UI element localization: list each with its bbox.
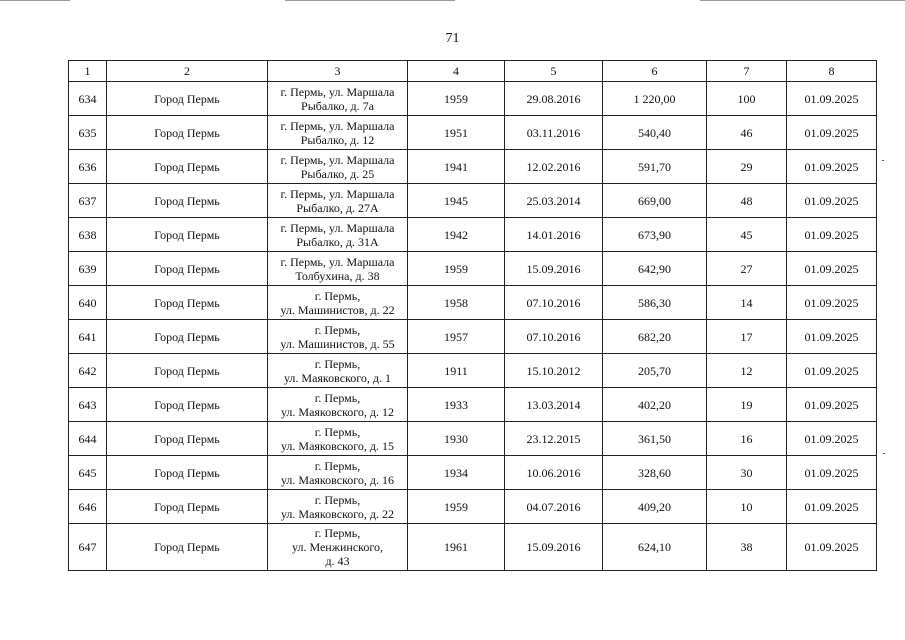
address-line: г. Пермь, <box>314 492 361 507</box>
cell-date: 07.10.2016 <box>505 320 603 354</box>
cell-year: 1911 <box>408 354 505 388</box>
cell-address <box>268 252 408 286</box>
cell-address <box>268 82 408 116</box>
table-body <box>69 82 877 571</box>
address-line: г. Пермь, <box>314 526 361 540</box>
cell-address <box>268 286 408 320</box>
cell-row-number: 640 <box>69 286 107 320</box>
cell-due-date: 01.09.2025 <box>787 286 877 320</box>
cell-count: 48 <box>707 184 787 218</box>
cell-row-number: 647 <box>69 524 107 571</box>
address-line: Рыбалко, д. 12 <box>300 132 375 147</box>
address-line: г. Пермь, ул. Маршала <box>280 220 395 235</box>
address-line: ул. Менжинского, <box>291 540 384 554</box>
cell-due-date: 01.09.2025 <box>787 150 877 184</box>
cell-year: 1958 <box>408 286 505 320</box>
cell-address <box>268 456 408 490</box>
cell-row-number: 646 <box>69 490 107 524</box>
cell-year: 1959 <box>408 82 505 116</box>
cell-due-date: 01.09.2025 <box>787 490 877 524</box>
cell-date: 25.03.2014 <box>505 184 603 218</box>
cell-date: 29.08.2016 <box>505 82 603 116</box>
cell-count: 12 <box>707 354 787 388</box>
cell-municipality: Город Пермь <box>107 82 268 116</box>
table-row <box>69 150 877 184</box>
cell-row-number: 645 <box>69 456 107 490</box>
cell-row-number: 637 <box>69 184 107 218</box>
column-header: 4 <box>408 61 505 82</box>
address-line: г. Пермь, <box>314 322 361 337</box>
cell-area: 673,90 <box>603 218 707 252</box>
table-row <box>69 524 877 571</box>
cell-date: 12.02.2016 <box>505 150 603 184</box>
cell-date: 15.09.2016 <box>505 524 603 571</box>
cell-year: 1930 <box>408 422 505 456</box>
cell-due-date: 01.09.2025 <box>787 82 877 116</box>
cell-date: 15.10.2012 <box>505 354 603 388</box>
cell-address <box>268 388 408 422</box>
cell-date: 04.07.2016 <box>505 490 603 524</box>
cell-area: 591,70 <box>603 150 707 184</box>
cell-municipality: Город Пермь <box>107 218 268 252</box>
cell-count: 45 <box>707 218 787 252</box>
cell-date: 23.12.2015 <box>505 422 603 456</box>
cell-count: 19 <box>707 388 787 422</box>
address-line: г. Пермь, ул. Маршала <box>280 152 395 167</box>
cell-address <box>268 490 408 524</box>
cell-municipality: Город Пермь <box>107 524 268 571</box>
cell-row-number: 635 <box>69 116 107 150</box>
cell-due-date: 01.09.2025 <box>787 388 877 422</box>
address-line: ул. Маяковского, д. 1 <box>283 370 392 385</box>
table-row <box>69 490 877 524</box>
cell-due-date: 01.09.2025 <box>787 252 877 286</box>
cell-count: 30 <box>707 456 787 490</box>
cell-year: 1942 <box>408 218 505 252</box>
scan-speck <box>882 160 884 161</box>
address-line: Толбухина, д. 38 <box>295 268 380 283</box>
cell-year: 1933 <box>408 388 505 422</box>
cell-year: 1945 <box>408 184 505 218</box>
cell-row-number: 641 <box>69 320 107 354</box>
cell-municipality: Город Пермь <box>107 116 268 150</box>
column-header: 1 <box>69 61 107 82</box>
cell-municipality: Город Пермь <box>107 422 268 456</box>
cell-year: 1959 <box>408 252 505 286</box>
address-line: д. 43 <box>325 554 350 568</box>
cell-date: 07.10.2016 <box>505 286 603 320</box>
cell-area: 361,50 <box>603 422 707 456</box>
table-row <box>69 388 877 422</box>
cell-count: 14 <box>707 286 787 320</box>
cell-due-date: 01.09.2025 <box>787 116 877 150</box>
table-row <box>69 82 877 116</box>
address-line: Рыбалко, д. 27А <box>296 200 379 215</box>
cell-area: 409,20 <box>603 490 707 524</box>
column-header: 6 <box>603 61 707 82</box>
table-row <box>69 456 877 490</box>
cell-count: 29 <box>707 150 787 184</box>
cell-address <box>268 320 408 354</box>
address-line: г. Пермь, ул. Маршала <box>280 254 395 269</box>
cell-address <box>268 150 408 184</box>
table-row <box>69 184 877 218</box>
scan-edge-line <box>0 0 70 1</box>
cell-date: 10.06.2016 <box>505 456 603 490</box>
address-line: г. Пермь, <box>314 458 361 473</box>
cell-address <box>268 184 408 218</box>
cell-area: 624,10 <box>603 524 707 571</box>
cell-municipality: Город Пермь <box>107 388 268 422</box>
page-number: 71 <box>445 31 460 46</box>
cell-address <box>268 524 408 571</box>
cell-year: 1951 <box>408 116 505 150</box>
table-row <box>69 422 877 456</box>
cell-municipality: Город Пермь <box>107 150 268 184</box>
cell-year: 1934 <box>408 456 505 490</box>
cell-municipality: Город Пермь <box>107 320 268 354</box>
address-line: ул. Маяковского, д. 15 <box>280 438 395 453</box>
cell-area: 540,40 <box>603 116 707 150</box>
column-header: 7 <box>707 61 787 82</box>
cell-municipality: Город Пермь <box>107 456 268 490</box>
cell-date: 13.03.2014 <box>505 388 603 422</box>
address-line: г. Пермь, <box>314 390 361 405</box>
cell-address <box>268 116 408 150</box>
cell-due-date: 01.09.2025 <box>787 456 877 490</box>
cell-count: 10 <box>707 490 787 524</box>
cell-area: 669,00 <box>603 184 707 218</box>
cell-count: 27 <box>707 252 787 286</box>
cell-address <box>268 422 408 456</box>
cell-municipality: Город Пермь <box>107 354 268 388</box>
address-line: Рыбалко, д. 25 <box>300 166 375 181</box>
scan-speck <box>883 453 885 454</box>
header-row <box>69 61 877 82</box>
column-header: 3 <box>268 61 408 82</box>
address-line: г. Пермь, ул. Маршала <box>280 84 395 99</box>
column-header: 2 <box>107 61 268 82</box>
column-header: 8 <box>787 61 877 82</box>
table-row <box>69 354 877 388</box>
cell-row-number: 643 <box>69 388 107 422</box>
cell-area: 642,90 <box>603 252 707 286</box>
address-line: г. Пермь, ул. Маршала <box>280 118 395 133</box>
cell-municipality: Город Пермь <box>107 286 268 320</box>
scan-edge-line <box>700 0 905 1</box>
cell-count: 46 <box>707 116 787 150</box>
cell-due-date: 01.09.2025 <box>787 320 877 354</box>
cell-year: 1941 <box>408 150 505 184</box>
cell-count: 16 <box>707 422 787 456</box>
cell-due-date: 01.09.2025 <box>787 218 877 252</box>
cell-date: 03.11.2016 <box>505 116 603 150</box>
cell-date: 15.09.2016 <box>505 252 603 286</box>
cell-date: 14.01.2016 <box>505 218 603 252</box>
cell-year: 1959 <box>408 490 505 524</box>
address-line: ул. Маяковского, д. 16 <box>280 472 395 487</box>
cell-due-date: 01.09.2025 <box>787 422 877 456</box>
cell-area: 682,20 <box>603 320 707 354</box>
column-header: 5 <box>505 61 603 82</box>
cell-row-number: 639 <box>69 252 107 286</box>
cell-area: 328,60 <box>603 456 707 490</box>
table-row <box>69 320 877 354</box>
cell-due-date: 01.09.2025 <box>787 184 877 218</box>
scan-edge-line <box>285 0 455 1</box>
cell-year: 1961 <box>408 524 505 571</box>
address-line: Рыбалко, д. 31А <box>296 234 379 249</box>
address-line: г. Пермь, <box>314 288 361 303</box>
cell-count: 38 <box>707 524 787 571</box>
address-line: ул. Машинистов, д. 55 <box>280 336 395 351</box>
cell-area: 205,70 <box>603 354 707 388</box>
cell-municipality: Город Пермь <box>107 490 268 524</box>
registry-table <box>68 60 877 571</box>
address-line: ул. Маяковского, д. 12 <box>280 404 395 419</box>
cell-address <box>268 354 408 388</box>
address-line: г. Пермь, ул. Маршала <box>280 186 395 201</box>
cell-address <box>268 218 408 252</box>
cell-row-number: 642 <box>69 354 107 388</box>
cell-municipality: Город Пермь <box>107 184 268 218</box>
cell-municipality: Город Пермь <box>107 252 268 286</box>
table-row <box>69 286 877 320</box>
table-row <box>69 252 877 286</box>
cell-area: 1 220,00 <box>603 82 707 116</box>
address-line: г. Пермь, <box>314 356 361 371</box>
cell-row-number: 638 <box>69 218 107 252</box>
address-line: Рыбалко, д. 7а <box>301 98 374 113</box>
cell-count: 17 <box>707 320 787 354</box>
address-line: ул. Машинистов, д. 22 <box>280 302 395 317</box>
cell-due-date: 01.09.2025 <box>787 354 877 388</box>
cell-count: 100 <box>707 82 787 116</box>
cell-due-date: 01.09.2025 <box>787 524 877 571</box>
cell-year: 1957 <box>408 320 505 354</box>
address-line: г. Пермь, <box>314 424 361 439</box>
cell-area: 586,30 <box>603 286 707 320</box>
cell-row-number: 636 <box>69 150 107 184</box>
address-line: ул. Маяковского, д. 22 <box>280 506 395 521</box>
cell-row-number: 634 <box>69 82 107 116</box>
cell-area: 402,20 <box>603 388 707 422</box>
table-row <box>69 116 877 150</box>
table-row <box>69 218 877 252</box>
cell-row-number: 644 <box>69 422 107 456</box>
